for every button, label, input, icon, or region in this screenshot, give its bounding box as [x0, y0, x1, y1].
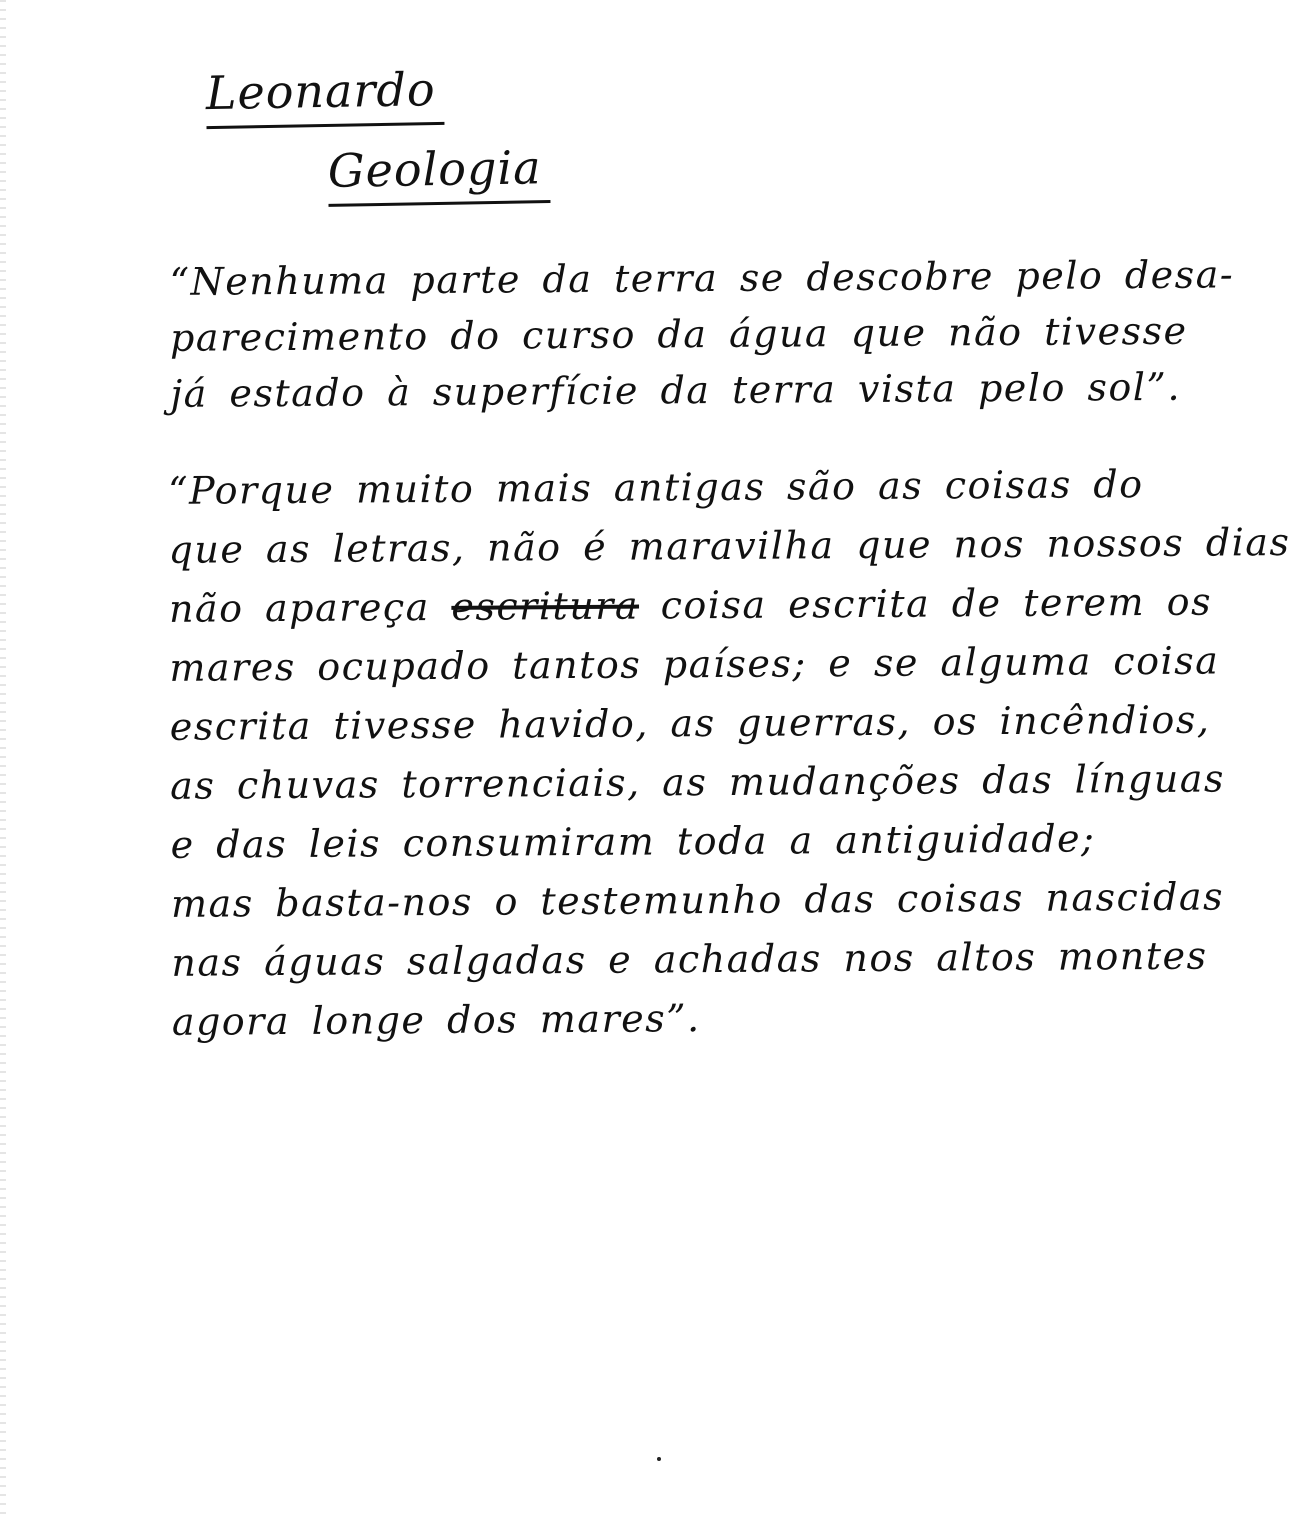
quote-first-line: parecimento do curso da água que não tivesse [169, 308, 1188, 360]
scan-speck [657, 1457, 661, 1461]
author-heading: Leonardo [206, 66, 445, 129]
quote-first-line: já estado à superfície da terra vista pelo sol”. [170, 364, 1182, 416]
quote-second-line: escrita tivesse havido, as guerras, os incêndios, [169, 697, 1211, 749]
quote-second-line: mares ocupado tantos países; e se alguma coisa [169, 638, 1220, 690]
quote-second-line: agora longe dos mares”. [171, 996, 701, 1044]
scan-edge-noise [0, 0, 6, 1520]
quote-second-line: “Porque muito mais antigas são as coisas do [168, 462, 1144, 513]
quote-second-line: mas basta-nos o testemunho das coisas nascidas [170, 874, 1225, 926]
quote-first [169, 246, 1270, 422]
quote-second-line: nas águas salgadas e achadas nos altos montes [171, 933, 1208, 985]
quote-first-line: “Nenhuma parte da terra se descobre pelo desa- [169, 252, 1235, 304]
quote-second [168, 454, 1291, 1052]
line-segment: coisa escrita de terem os [660, 579, 1213, 628]
topic-heading: Geologia [328, 144, 551, 207]
line-segment: não apareça [168, 585, 430, 631]
quote-second-line: as chuvas torrenciais, as mudanções das línguas [170, 756, 1226, 808]
struck-out-word: escritura [451, 583, 640, 629]
quote-second-line: e das leis consumiram toda a antiguidade; [170, 816, 1096, 867]
quote-second-line-with-correction [169, 572, 1269, 639]
quote-second-line: que as letras, não é maravilha que nos nossos dias [168, 520, 1291, 572]
